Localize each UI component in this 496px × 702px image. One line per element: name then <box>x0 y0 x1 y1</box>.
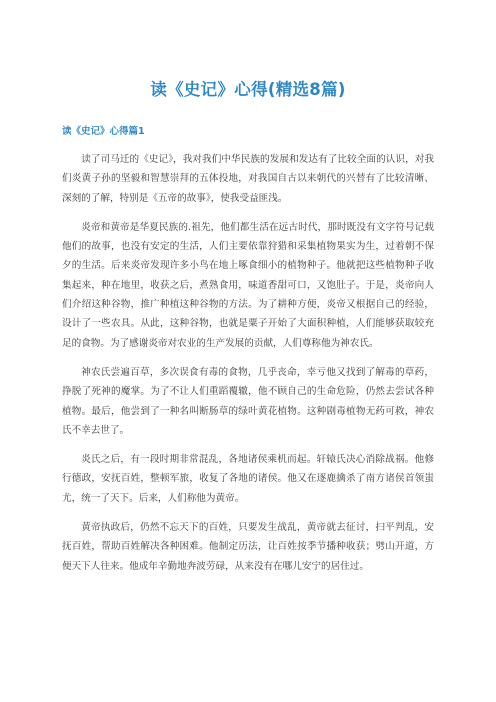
paragraph: 读了司马迁的《史记》，我对我们中华民族的发展和发达有了比较全面的认识，对我们炎黄子孙的坚毅和智慧崇拜的五体投地，对我国自古以来朝代的兴替有了比较清晰、深刻的了解，特别是《五帝的故事》，使我受益匪浅。 <box>62 154 434 204</box>
paragraph: 神农氏尝遍百草，多次误食有毒的食物，几乎丧命，幸亏他又找到了解毒的草药，挣脱了死神的魔掌。为了不让人们重蹈覆辙，他不顾自己的生命危险，仍然去尝试各种植物。最后，他尝到了一种名叫断肠草的绿叶黄花植物。这种剧毒植物无药可救，神农氏不幸去世了。 <box>62 366 434 436</box>
paragraph: 炎帝和黄帝是华夏民族的.祖先，他们都生活在远古时代，那时既没有文字符号记载他们的故事，也没有安定的生活，人们主要依靠狩猎和采集植物果实为生，过着朝不保夕的生活。后来炎帝发现许多小鸟在地上啄食细小的植物种子。他就把这些植物种子收集起来，种在地里，收获之后，煮熟食用，味道香甜可口，又饱肚子。于是，炎帝向人们介绍这种谷物，推广种植这种谷物的方法。为了耕种方便，炎帝又根据自己的经验，设计了一些农具。从此，这种谷物，也就是粟子开始了大面积种植，人们能够获取较充足的食物。为了感谢炎帝对农业的生产发展的贡献，人们尊称他为神农氏。 <box>62 221 434 349</box>
document-title: 读《史记》心得(精选8篇) <box>150 80 346 99</box>
section-heading: 读《史记》心得篇1 <box>62 126 145 137</box>
document-body <box>62 150 434 586</box>
paragraph: 黄帝执政后，仍然不忘天下的百姓，只要发生战乱，黄帝就去征讨，扫平判乱，安抚百姓，帮助百姓解决各种困难。他制定历法，让百姓按季节播种收获；劈山开道，方便天下人往来。他成年辛勤地奔波劳碌，从来没有在哪儿安宁的居住过。 <box>62 522 434 572</box>
paragraph: 炎氏之后，有一段时期非常混乱，各地诸侯乘机而起。轩辕氏决心消除战祸。他修行德政，安抚百姓，整顿军旅，收复了各地的诸侯。他又在逐鹿擒杀了南方诸侯首领蚩尤，统一了天下。后来，人们称他为黄帝。 <box>62 454 434 504</box>
